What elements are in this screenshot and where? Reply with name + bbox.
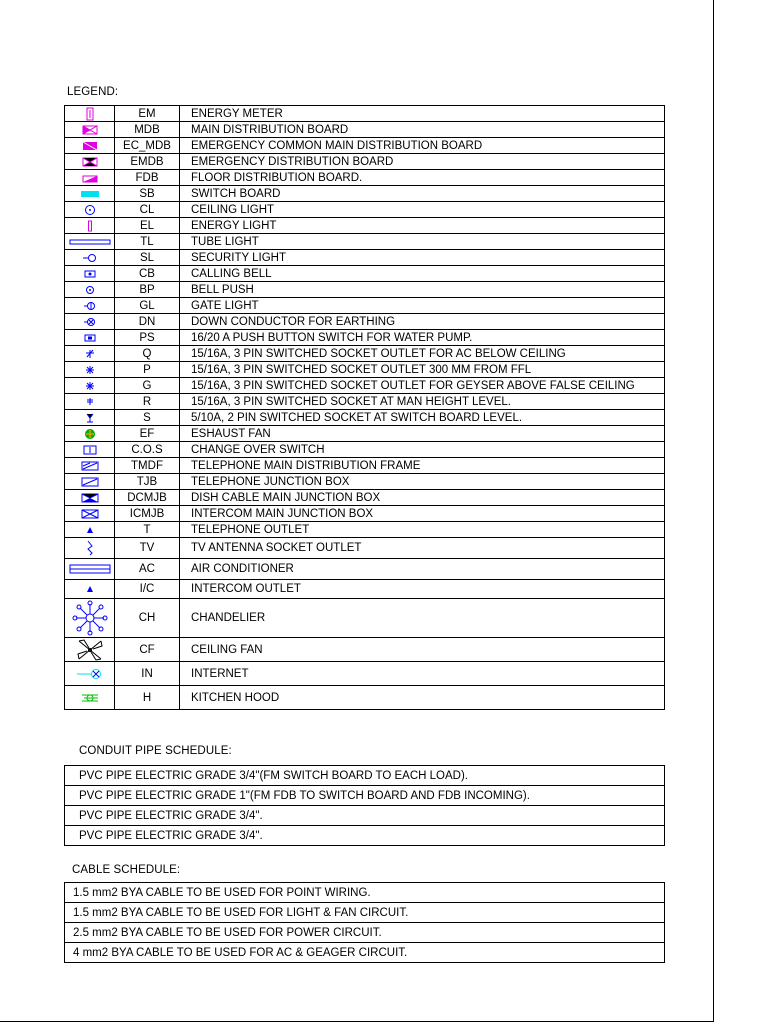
legend-row [65, 362, 665, 378]
legend-row [65, 580, 665, 599]
kitchen-hood-icon [65, 686, 115, 710]
down-conductor-icon [65, 314, 115, 330]
legend-code: TJB [115, 474, 180, 490]
legend-row [65, 170, 665, 186]
legend-description: SECURITY LIGHT [180, 250, 665, 266]
ceiling-fan-icon [65, 638, 115, 662]
legend-description: TELEPHONE JUNCTION BOX [180, 474, 665, 490]
legend-row [65, 106, 665, 122]
legend-code: EMDB [115, 154, 180, 170]
legend-description: TELEPHONE MAIN DISTRIBUTION FRAME [180, 458, 665, 474]
change-over-switch-icon [65, 442, 115, 458]
legend-row [65, 538, 665, 559]
legend-code: TMDF [115, 458, 180, 474]
legend-description: EMERGENCY DISTRIBUTION BOARD [180, 154, 665, 170]
legend-title: LEGEND: [67, 86, 119, 98]
legend-code: BP [115, 282, 180, 298]
legend-description: CEILING FAN [180, 638, 665, 662]
energy-light-icon [65, 218, 115, 234]
legend-row [65, 314, 665, 330]
legend-code: TL [115, 234, 180, 250]
legend-row [65, 410, 665, 426]
legend-description: TUBE LIGHT [180, 234, 665, 250]
legend-code: I/C [115, 580, 180, 599]
telephone-outlet-icon [65, 522, 115, 538]
legend-row [65, 138, 665, 154]
conduit-row-text: PVC PIPE ELECTRIC GRADE 3/4". [65, 806, 665, 826]
legend-row [65, 394, 665, 410]
legend-code: CF [115, 638, 180, 662]
socket-geyser-icon [65, 378, 115, 394]
conduit-row-text: PVC PIPE ELECTRIC GRADE 1"(FM FDB TO SWITCH BOARD AND FDB INCOMING). [65, 786, 665, 806]
legend-code: EM [115, 106, 180, 122]
legend-code: ICMJB [115, 506, 180, 522]
energy-meter-icon [65, 106, 115, 122]
legend-code: IN [115, 662, 180, 686]
legend-description: CHANDELIER [180, 599, 665, 638]
conduit-table [64, 765, 665, 846]
legend-code: DN [115, 314, 180, 330]
legend-description: KITCHEN HOOD [180, 686, 665, 710]
mdb-icon [65, 122, 115, 138]
conduit-title: CONDUIT PIPE SCHEDULE: [79, 745, 232, 757]
legend-row [65, 218, 665, 234]
legend-code: CH [115, 599, 180, 638]
icmjb-icon [65, 506, 115, 522]
exhaust-fan-icon [65, 426, 115, 442]
calling-bell-icon [65, 266, 115, 282]
intercom-outlet-icon [65, 580, 115, 599]
legend-code: FDB [115, 170, 180, 186]
cable-row [65, 903, 665, 923]
tjb-icon [65, 474, 115, 490]
ec-mdb-icon [65, 138, 115, 154]
cable-row [65, 943, 665, 963]
legend-description: 15/16A, 3 PIN SWITCHED SOCKET OUTLET 300 MM FROM FFL [180, 362, 665, 378]
cable-row [65, 883, 665, 903]
conduit-row-text: PVC PIPE ELECTRIC GRADE 3/4". [65, 826, 665, 846]
conduit-row-text: PVC PIPE ELECTRIC GRADE 3/4"(FM SWITCH BOARD TO EACH LOAD). [65, 766, 665, 786]
legend-description: SWITCH BOARD [180, 186, 665, 202]
legend-row [65, 458, 665, 474]
conduit-row [65, 766, 665, 786]
legend-code: GL [115, 298, 180, 314]
dcmjb-icon [65, 490, 115, 506]
legend-description: 15/16A, 3 PIN SWITCHED SOCKET OUTLET FOR AC BELOW CEILING [180, 346, 665, 362]
legend-row [65, 346, 665, 362]
socket-ac-icon [65, 346, 115, 362]
cable-table [64, 882, 665, 963]
cable-row-text: 1.5 mm2 BYA CABLE TO BE USED FOR LIGHT & FAN CIRCUIT. [65, 903, 665, 923]
cable-title: CABLE SCHEDULE: [72, 864, 181, 876]
legend-row [65, 474, 665, 490]
legend-row [65, 599, 665, 638]
bell-push-icon [65, 282, 115, 298]
legend-description: FLOOR DISTRIBUTION BOARD. [180, 170, 665, 186]
legend-description: 16/20 A PUSH BUTTON SWITCH FOR WATER PUMP. [180, 330, 665, 346]
legend-code: H [115, 686, 180, 710]
legend-description: 15/16A, 3 PIN SWITCHED SOCKET OUTLET FOR GEYSER ABOVE FALSE CEILING [180, 378, 665, 394]
tv-antenna-icon [65, 538, 115, 559]
air-conditioner-icon [65, 559, 115, 580]
tmdf-icon [65, 458, 115, 474]
legend-row [65, 662, 665, 686]
legend-description: EMERGENCY COMMON MAIN DISTRIBUTION BOARD [180, 138, 665, 154]
cable-row-text: 1.5 mm2 BYA CABLE TO BE USED FOR POINT WIRING. [65, 883, 665, 903]
legend-description: ESHAUST FAN [180, 426, 665, 442]
cable-row [65, 923, 665, 943]
conduit-row [65, 806, 665, 826]
legend-row [65, 559, 665, 580]
legend-row [65, 506, 665, 522]
legend-code: AC [115, 559, 180, 580]
legend-code: SL [115, 250, 180, 266]
legend-code: PS [115, 330, 180, 346]
switch-board-icon [65, 186, 115, 202]
legend-code: P [115, 362, 180, 378]
legend-code: S [115, 410, 180, 426]
legend-row [65, 250, 665, 266]
legend-row [65, 686, 665, 710]
legend-description: TV ANTENNA SOCKET OUTLET [180, 538, 665, 559]
chandelier-icon [65, 599, 115, 638]
legend-description: INTERCOM OUTLET [180, 580, 665, 599]
legend-code: C.O.S [115, 442, 180, 458]
legend-row [65, 298, 665, 314]
emdb-icon [65, 154, 115, 170]
legend-description: DOWN CONDUCTOR FOR EARTHING [180, 314, 665, 330]
legend-description: 5/10A, 2 PIN SWITCHED SOCKET AT SWITCH BOARD LEVEL. [180, 410, 665, 426]
conduit-row [65, 826, 665, 846]
push-button-switch-icon [65, 330, 115, 346]
legend-code: R [115, 394, 180, 410]
legend-description: CALLING BELL [180, 266, 665, 282]
legend-row [65, 330, 665, 346]
legend-row [65, 426, 665, 442]
legend-description: TELEPHONE OUTLET [180, 522, 665, 538]
legend-code: CL [115, 202, 180, 218]
legend-row [65, 122, 665, 138]
legend-description: CEILING LIGHT [180, 202, 665, 218]
legend-code: T [115, 522, 180, 538]
legend-row [65, 490, 665, 506]
legend-row [65, 638, 665, 662]
cable-row-text: 4 mm2 BYA CABLE TO BE USED FOR AC & GEAGER CIRCUIT. [65, 943, 665, 963]
gate-light-icon [65, 298, 115, 314]
legend-description: CHANGE OVER SWITCH [180, 442, 665, 458]
legend-description: GATE LIGHT [180, 298, 665, 314]
legend-description: ENERGY METER [180, 106, 665, 122]
legend-code: EC_MDB [115, 138, 180, 154]
tube-light-icon [65, 234, 115, 250]
socket-man-height-icon [65, 394, 115, 410]
legend-table [64, 105, 665, 710]
legend-description: MAIN DISTRIBUTION BOARD [180, 122, 665, 138]
socket-2pin-icon [65, 410, 115, 426]
legend-row [65, 442, 665, 458]
legend-code: EL [115, 218, 180, 234]
legend-description: INTERNET [180, 662, 665, 686]
fdb-icon [65, 170, 115, 186]
legend-code: SB [115, 186, 180, 202]
legend-code: EF [115, 426, 180, 442]
legend-description: ENERGY LIGHT [180, 218, 665, 234]
legend-code: TV [115, 538, 180, 559]
legend-code: CB [115, 266, 180, 282]
legend-description: DISH CABLE MAIN JUNCTION BOX [180, 490, 665, 506]
legend-row [65, 234, 665, 250]
cable-row-text: 2.5 mm2 BYA CABLE TO BE USED FOR POWER CIRCUIT. [65, 923, 665, 943]
legend-row [65, 522, 665, 538]
legend-description: 15/16A, 3 PIN SWITCHED SOCKET AT MAN HEIGHT LEVEL. [180, 394, 665, 410]
legend-row [65, 154, 665, 170]
internet-icon [65, 662, 115, 686]
ceiling-light-icon [65, 202, 115, 218]
legend-description: AIR CONDITIONER [180, 559, 665, 580]
legend-row [65, 186, 665, 202]
legend-row [65, 378, 665, 394]
socket-ffl-icon [65, 362, 115, 378]
legend-row [65, 266, 665, 282]
legend-code: MDB [115, 122, 180, 138]
legend-description: INTERCOM MAIN JUNCTION BOX [180, 506, 665, 522]
legend-description: BELL PUSH [180, 282, 665, 298]
legend-code: Q [115, 346, 180, 362]
security-light-icon [65, 250, 115, 266]
legend-row [65, 202, 665, 218]
conduit-row [65, 786, 665, 806]
legend-row [65, 282, 665, 298]
legend-code: DCMJB [115, 490, 180, 506]
legend-code: G [115, 378, 180, 394]
